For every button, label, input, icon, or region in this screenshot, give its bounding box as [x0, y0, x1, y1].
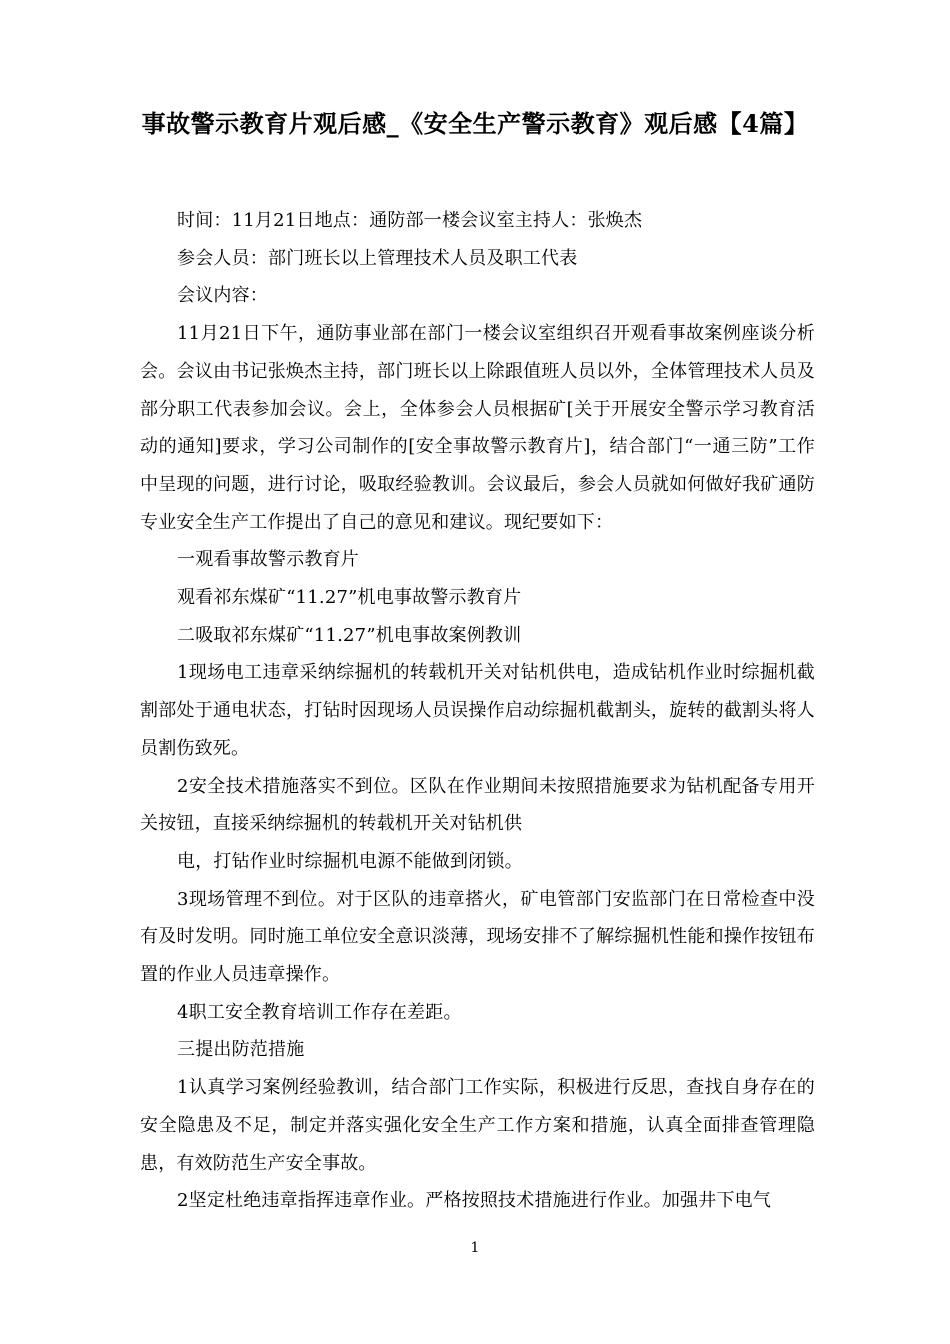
meeting-content-label: 会议内容： — [177, 285, 268, 307]
lesson-item-1: 1现场电工违章采纳综掘机的转载机开关对钻机供电，造成钻机作业时综掘机截割部处于通电状态，打钻时因现场人员误操作启动综掘机截割头，旋转的截割头将人员割伤致死。 — [140, 662, 815, 759]
section-heading-2: 二吸取祁东煤矿“11.27”机电事故案例教训 — [177, 624, 522, 646]
section-heading-3: 三提出防范措施 — [177, 1039, 305, 1061]
page-number: 1 — [470, 1240, 480, 1256]
document-title: 事故警示教育片观后感_《安全生产警示教育》观后感【4篇】 — [141, 109, 809, 138]
lesson-item-3: 3现场管理不到位。对于区队的违章搭火，矿电管部门安监部门在日常检查中没有及时发明。同时施工单位安全意识淡薄，现场安排不了解综掘机性能和操作按钮布置的作业人员违章操作。 — [140, 888, 815, 986]
section-heading-1: 一观看事故警示教育片 — [177, 549, 359, 571]
measure-item-1: 1认真学习案例经验教训，结合部门工作实际，积极进行反思，查找自身存在的安全隐患及不足，制定并落实强化安全生产工作方案和措施，认真全面排查管理隐患，有效防范生产安全事故。 — [140, 1077, 815, 1174]
attendees-paragraph: 参会人员：部门班长以上管理技术人员及职工代表 — [177, 247, 578, 269]
document-body — [140, 202, 815, 1220]
measure-item-2: 2坚定杜绝违章指挥违章作业。严格按照技术措施进行作业。加强井下电气 — [177, 1190, 772, 1212]
meeting-summary-paragraph: 11月21日下午，通防事业部在部门一楼会议室组织召开观看事故案例座谈分析会。会议由书记张焕杰主持，部门班长以上除跟值班人员以外，全体管理技术人员及部分职工代表参加会议。会上，全体参会人员根据矿[关于开展安全警示学习教育活动的通知]要求，学习公司制作的[安全事故警示教育片]，结合部门“一通三防”工作中呈现的问题，进行讨论，吸取经验教训。会议最后，参会人员就如何做好我矿通防专业安全生产工作提出了自己的意见和建议。现纪要如下： — [140, 323, 815, 533]
lesson-item-2: 2安全技术措施落实不到位。区队在作业期间未按照措施要求为钻机配备专用开关按钮，直接采纳综掘机的转载机开关对钻机供 — [140, 775, 815, 835]
meeting-time-paragraph: 时间：11月21日地点：通防部一楼会议室主持人：张焕杰 — [177, 210, 643, 231]
lesson-item-2-continued: 电，打钻作业时综掘机电源不能做到闭锁。 — [177, 850, 523, 872]
section-1-item: 观看祁东煤矿“11.27”机电事故警示教育片 — [177, 587, 522, 609]
lesson-item-4: 4职工安全教育培训工作存在差距。 — [177, 1001, 462, 1023]
